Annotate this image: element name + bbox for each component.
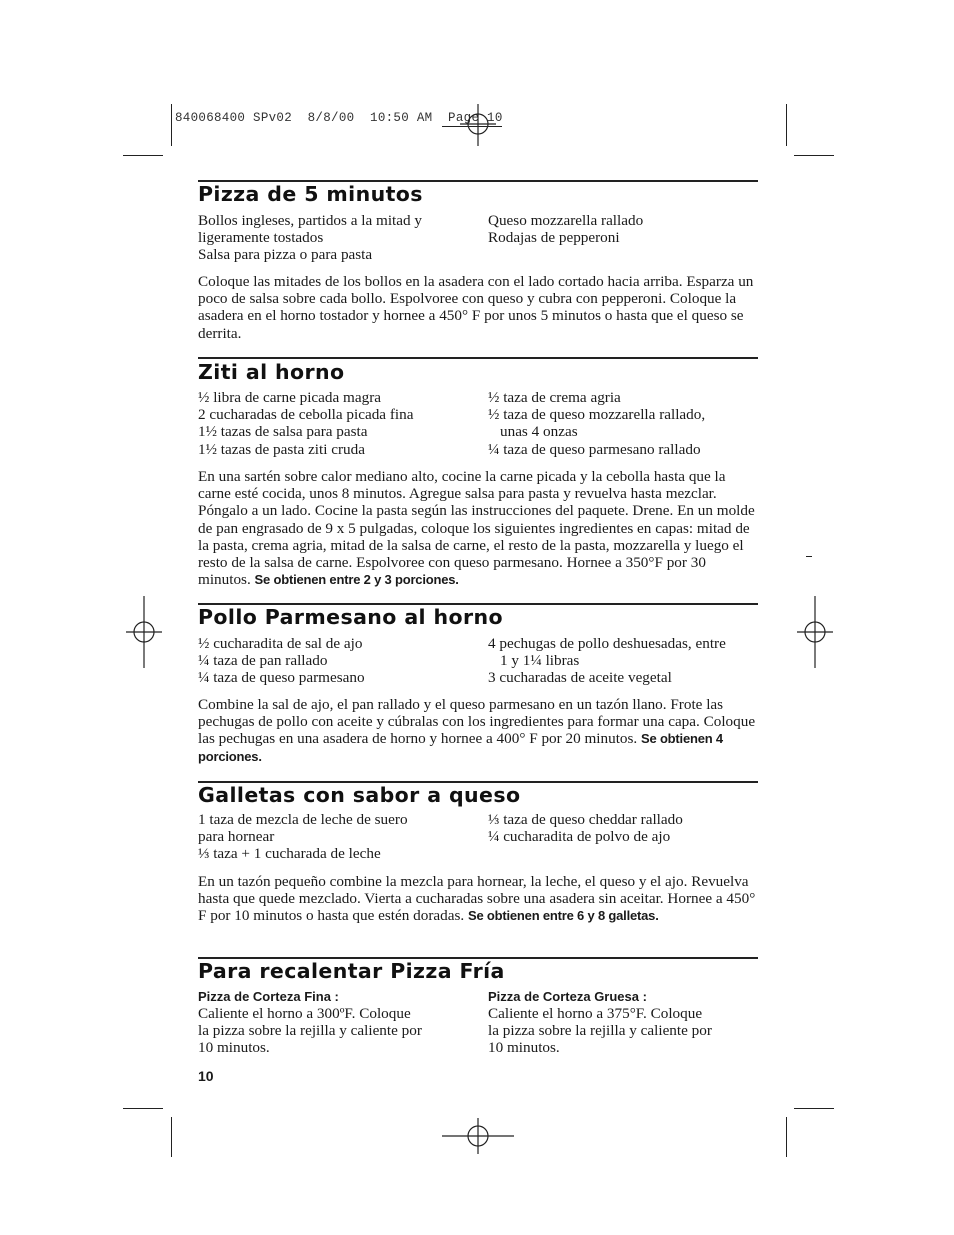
ingredient: Queso mozzarella rallado — [488, 212, 644, 229]
crop-mark — [171, 104, 172, 146]
crop-mark — [123, 155, 163, 156]
ingredient: para hornear — [198, 828, 275, 846]
thin-crust-label: Pizza de Corteza Fina : — [198, 989, 339, 1004]
reheat-line: Caliente el horno a 375°F. Coloque — [488, 1005, 703, 1022]
recipe-title: Pizza de 5 minutos — [198, 182, 423, 206]
ingredients-right — [488, 811, 683, 845]
registration-mark-bottom-icon — [440, 1116, 516, 1156]
ingredient: 1 y 1¼ libras — [500, 652, 580, 670]
instructions — [198, 468, 760, 588]
ingredient: ¼ taza de queso parmesano — [198, 669, 365, 687]
ingredient: 1½ tazas de pasta ziti cruda — [198, 440, 365, 458]
ingredient: ½ taza de queso mozzarella rallado, — [488, 406, 706, 424]
ingredient: 3 cucharadas de aceite vegetal — [488, 669, 672, 687]
reheat-line: Caliente el horno a 300ºF. Coloque — [198, 1005, 411, 1022]
instructions-text: Combine la sal de ajo, el pan rallado y el queso parmesano en un tazón llano. Frote las pechugas de pollo con aceite y cúbralas con los ingredientes para formar una capa. Coloque las pechugas en una asadera de horno y hornee a 400° F por 20 minutos. — [198, 696, 756, 748]
crop-mark — [171, 1117, 172, 1157]
ingredient: ligeramente tostados — [198, 229, 324, 247]
ingredient: ½ libra de carne picada magra — [198, 389, 381, 406]
yield-text: Se obtienen entre 6 y 8 galletas. — [467, 908, 659, 924]
registration-mark-right-icon — [795, 594, 835, 670]
crop-mark — [794, 1108, 834, 1109]
reheat-thin-crust — [198, 988, 422, 1057]
crop-mark — [786, 1117, 787, 1157]
crop-mark — [794, 155, 834, 156]
instructions — [198, 873, 760, 925]
ingredients-right — [488, 389, 705, 458]
ingredient: 2 cucharadas de cebolla picada fina — [198, 406, 414, 424]
recipe-title: Pollo Parmesano al horno — [198, 605, 503, 629]
instructions-text: En un tazón pequeño combine la mezcla para hornear, la leche, el queso y el ajo. Revuelva hasta que quede mezclado. Vierta a cucharadas sobre una asadera sin aceitar. Hornee a 450° F por 10 minutos o hasta que estén doradas. — [198, 873, 756, 925]
recipe-title: Galletas con sabor a queso — [198, 783, 521, 807]
page-number: 10 — [198, 1068, 214, 1084]
reheat-line: la pizza sobre la rejilla y caliente por — [198, 1022, 422, 1040]
ingredient: ¼ taza de pan rallado — [198, 652, 328, 670]
section-title: Para recalentar Pizza Fría — [198, 959, 505, 983]
registration-mark-left-icon — [124, 594, 164, 670]
ingredient: ½ cucharadita de sal de ajo — [198, 635, 363, 652]
instructions-text: Coloque las mitades de los bollos en la asadera con el lado cortado hacia arriba. Esparza un poco de salsa sobre cada bollo. Espolvoree con queso y cubra con pepperoni. Coloque la asadera en el horno tostador y hornee a 450° F por unos 5 minutos o hasta que el queso se derrita. — [198, 273, 754, 342]
ingredient: unas 4 onzas — [500, 423, 578, 441]
ingredient: Bollos ingleses, partidos a la mitad y — [198, 212, 422, 229]
reheat-line: la pizza sobre la rejilla y caliente por — [488, 1022, 712, 1040]
crop-mark — [123, 1108, 163, 1109]
ingredient: 1 taza de mezcla de leche de suero — [198, 811, 408, 828]
ingredient: Salsa para pizza o para pasta — [198, 246, 373, 264]
ingredients-right — [488, 212, 643, 246]
registration-mark-top-icon — [458, 100, 498, 148]
ingredient: Rodajas de pepperoni — [488, 229, 620, 247]
thick-crust-label: Pizza de Corteza Gruesa : — [488, 989, 647, 1004]
reheat-thick-crust — [488, 988, 712, 1057]
ingredients-right — [488, 635, 726, 687]
ingredient: ⅓ taza de queso cheddar rallado — [488, 811, 683, 828]
instructions — [198, 273, 760, 342]
ingredient: ½ taza de crema agria — [488, 389, 621, 406]
reheat-line: 10 minutos. — [198, 1039, 270, 1057]
ingredient: 4 pechugas de pollo deshuesadas, entre — [488, 635, 726, 652]
reheat-line: 10 minutos. — [488, 1039, 560, 1057]
ingredient: ¼ taza de queso parmesano rallado — [488, 440, 701, 458]
instructions-text: En una sartén sobre calor mediano alto, cocine la carne picada y la cebolla hasta que la carne esté cocida, unos 8 minutos. Agregue salsa para pasta y revuelva hasta mezclar. Póngalo a un lado. Cocine la pasta según las instrucciones del paquete. Drene. En un molde de pan engrasado de 9 x 5 pulgadas, coloque los siguientes ingredientes en capas: mitad de la pasta, crema agria, mitad de la salsa de carne, el resto de la pasta, mozzarella y luego el resto de la salsa de carne. Espolvoree con queso parmesano. Hornee a 350°F por 30 minutos. — [198, 468, 755, 589]
ingredients-left — [198, 811, 408, 863]
instructions — [198, 696, 760, 765]
stray-mark — [806, 556, 812, 557]
yield-text: Se obtienen 4 porciones. — [198, 731, 723, 764]
ingredient: ¼ cucharadita de polvo de ajo — [488, 828, 671, 846]
ingredients-left — [198, 635, 365, 687]
ingredient: ⅓ taza + 1 cucharada de leche — [198, 845, 381, 863]
section-rule — [198, 357, 758, 359]
ingredients-left — [198, 389, 413, 458]
printer-info: 840068400 SPv02 8/8/00 10:50 AM Page 10 — [175, 111, 503, 125]
recipe-title: Ziti al horno — [198, 360, 345, 384]
yield-text: Se obtienen entre 2 y 3 porciones. — [254, 572, 459, 588]
ingredients-left — [198, 212, 422, 264]
ingredient: 1½ tazas de salsa para pasta — [198, 423, 368, 441]
crop-mark — [786, 104, 787, 146]
